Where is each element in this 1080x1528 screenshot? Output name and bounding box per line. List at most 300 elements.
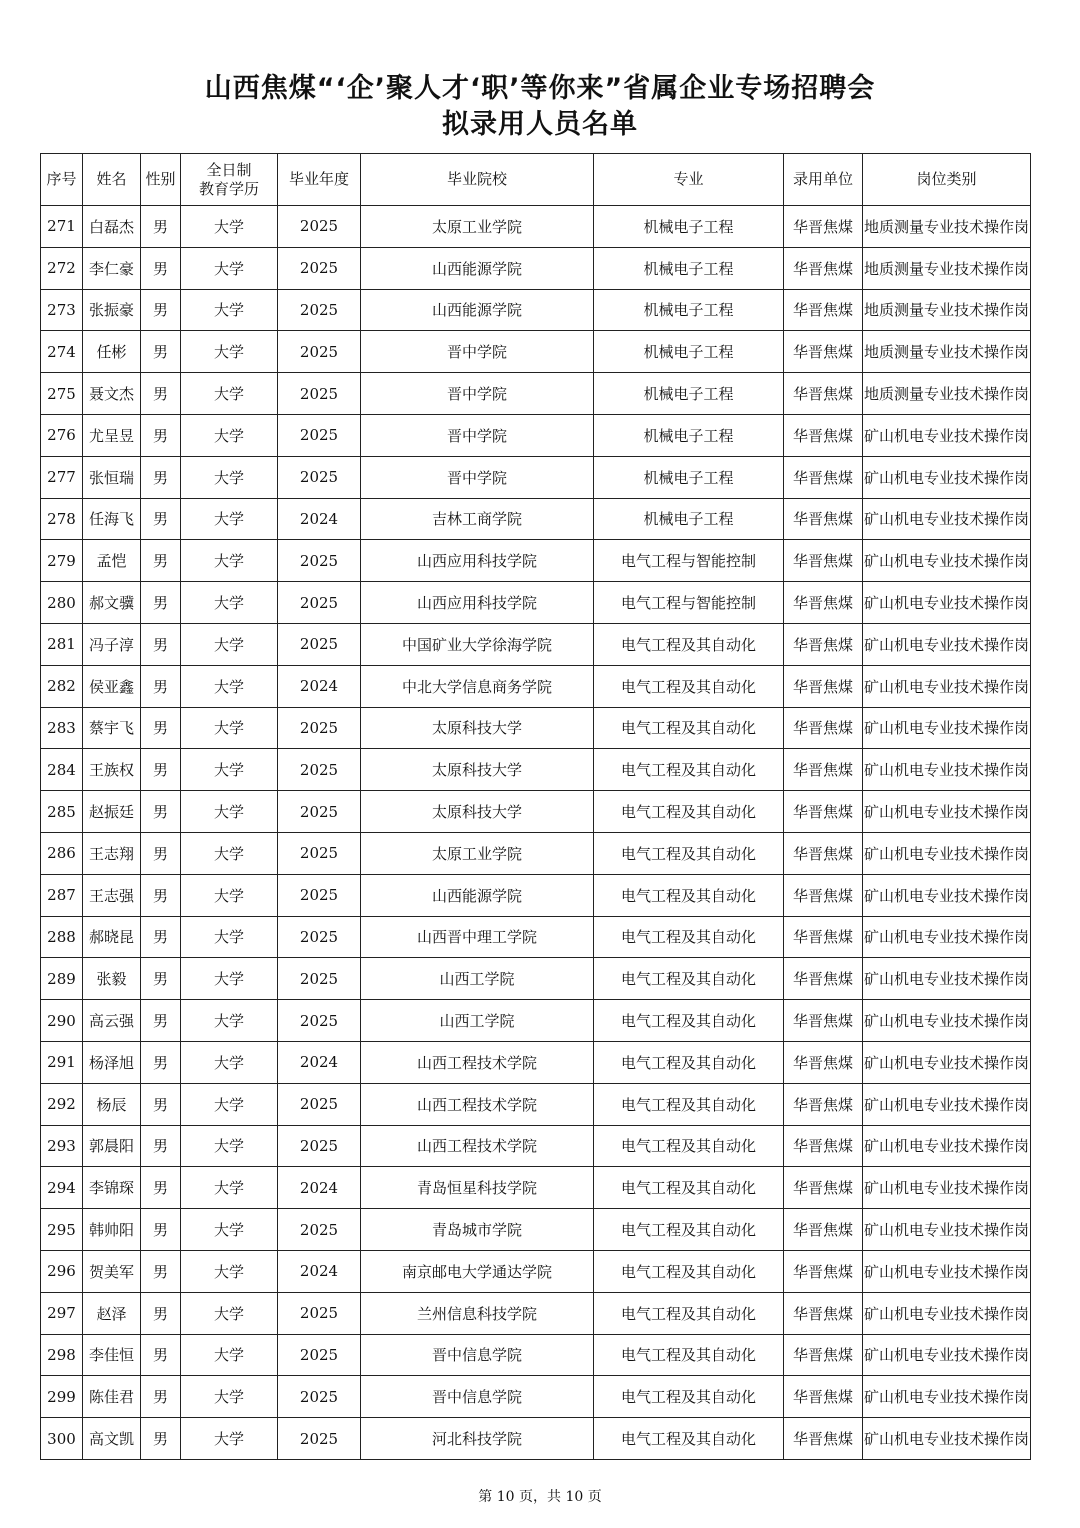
cell-graduation-year: 2025 [278, 1000, 361, 1042]
cell-gender: 男 [141, 289, 181, 331]
cell-school: 山西能源学院 [361, 874, 594, 916]
cell-hiring-unit: 华晋焦煤 [784, 1083, 863, 1125]
cell-name: 李锦琛 [83, 1167, 141, 1209]
cell-name: 杨泽旭 [83, 1041, 141, 1083]
cell-hiring-unit: 华晋焦煤 [784, 623, 863, 665]
cell-school: 山西应用科技学院 [361, 582, 594, 624]
cell-graduation-year: 2025 [278, 247, 361, 289]
cell-hiring-unit: 华晋焦煤 [784, 1376, 863, 1418]
cell-hiring-unit: 华晋焦煤 [784, 874, 863, 916]
cell-major: 电气工程及其自动化 [594, 623, 784, 665]
cell-major: 电气工程及其自动化 [594, 791, 784, 833]
cell-education: 大学 [181, 289, 278, 331]
cell-post-category: 矿山机电专业技术操作岗 [863, 749, 1031, 791]
document-subtitle: 拟录用人员名单 [442, 109, 638, 140]
cell-no: 272 [41, 247, 83, 289]
cell-name: 蔡宇飞 [83, 707, 141, 749]
table-row [41, 1209, 1031, 1251]
cell-education: 大学 [181, 1250, 278, 1292]
cell-education: 大学 [181, 665, 278, 707]
cell-major: 电气工程及其自动化 [594, 1376, 784, 1418]
cell-name: 杨辰 [83, 1083, 141, 1125]
cell-education: 大学 [181, 1292, 278, 1334]
cell-school: 南京邮电大学通达学院 [361, 1250, 594, 1292]
cell-education: 大学 [181, 247, 278, 289]
cell-no: 288 [41, 916, 83, 958]
cell-gender: 男 [141, 247, 181, 289]
cell-education: 大学 [181, 916, 278, 958]
cell-name: 高云强 [83, 1000, 141, 1042]
table-row [41, 456, 1031, 498]
header-hiring-unit: 录用单位 [784, 154, 863, 206]
cell-graduation-year: 2025 [278, 456, 361, 498]
cell-name: 韩帅阳 [83, 1209, 141, 1251]
page-footer: 第 10 页，共 10 页 [478, 1489, 602, 1505]
cell-education: 大学 [181, 1041, 278, 1083]
cell-post-category: 矿山机电专业技术操作岗 [863, 456, 1031, 498]
table-row [41, 791, 1031, 833]
cell-post-category: 矿山机电专业技术操作岗 [863, 874, 1031, 916]
table-row [41, 1083, 1031, 1125]
cell-no: 276 [41, 414, 83, 456]
cell-no: 296 [41, 1250, 83, 1292]
cell-no: 278 [41, 498, 83, 540]
cell-major: 电气工程及其自动化 [594, 1334, 784, 1376]
cell-no: 298 [41, 1334, 83, 1376]
cell-hiring-unit: 华晋焦煤 [784, 1125, 863, 1167]
cell-hiring-unit: 华晋焦煤 [784, 665, 863, 707]
cell-school: 晋中学院 [361, 456, 594, 498]
cell-post-category: 矿山机电专业技术操作岗 [863, 832, 1031, 874]
cell-school: 青岛城市学院 [361, 1209, 594, 1251]
table-header-row [41, 154, 1031, 206]
cell-post-category: 地质测量专业技术操作岗 [863, 206, 1031, 248]
cell-name: 贺美军 [83, 1250, 141, 1292]
cell-education: 大学 [181, 1376, 278, 1418]
cell-major: 机械电子工程 [594, 331, 784, 373]
table-row [41, 1167, 1031, 1209]
cell-hiring-unit: 华晋焦煤 [784, 1000, 863, 1042]
cell-major: 机械电子工程 [594, 498, 784, 540]
cell-graduation-year: 2025 [278, 414, 361, 456]
cell-hiring-unit: 华晋焦煤 [784, 331, 863, 373]
cell-hiring-unit: 华晋焦煤 [784, 749, 863, 791]
cell-hiring-unit: 华晋焦煤 [784, 582, 863, 624]
cell-hiring-unit: 华晋焦煤 [784, 498, 863, 540]
cell-education: 大学 [181, 331, 278, 373]
cell-education: 大学 [181, 707, 278, 749]
cell-education: 大学 [181, 1000, 278, 1042]
cell-post-category: 矿山机电专业技术操作岗 [863, 958, 1031, 1000]
cell-gender: 男 [141, 1041, 181, 1083]
cell-name: 李佳恒 [83, 1334, 141, 1376]
cell-gender: 男 [141, 916, 181, 958]
cell-no: 286 [41, 832, 83, 874]
table-row [41, 1334, 1031, 1376]
cell-school: 山西工程技术学院 [361, 1041, 594, 1083]
header-no: 序号 [41, 154, 83, 206]
cell-graduation-year: 2025 [278, 1125, 361, 1167]
cell-graduation-year: 2024 [278, 665, 361, 707]
cell-no: 300 [41, 1418, 83, 1460]
document-title: 山西焦煤“‘企’聚人才‘职’等你来”省属企业专场招聘会 [204, 73, 876, 104]
cell-graduation-year: 2025 [278, 623, 361, 665]
cell-major: 电气工程及其自动化 [594, 1292, 784, 1334]
cell-hiring-unit: 华晋焦煤 [784, 791, 863, 833]
cell-school: 山西能源学院 [361, 247, 594, 289]
cell-no: 275 [41, 373, 83, 415]
cell-no: 287 [41, 874, 83, 916]
cell-name: 陈佳君 [83, 1376, 141, 1418]
cell-name: 郭晨阳 [83, 1125, 141, 1167]
cell-school: 中北大学信息商务学院 [361, 665, 594, 707]
header-graduation-year: 毕业年度 [278, 154, 361, 206]
table-row [41, 1418, 1031, 1460]
cell-hiring-unit: 华晋焦煤 [784, 1041, 863, 1083]
cell-school: 山西工程技术学院 [361, 1125, 594, 1167]
table-row [41, 958, 1031, 1000]
cell-name: 郝晓昆 [83, 916, 141, 958]
cell-name: 李仁豪 [83, 247, 141, 289]
cell-post-category: 矿山机电专业技术操作岗 [863, 1167, 1031, 1209]
table-row [41, 331, 1031, 373]
cell-graduation-year: 2025 [278, 1376, 361, 1418]
cell-major: 机械电子工程 [594, 414, 784, 456]
cell-post-category: 矿山机电专业技术操作岗 [863, 498, 1031, 540]
cell-major: 机械电子工程 [594, 247, 784, 289]
cell-post-category: 矿山机电专业技术操作岗 [863, 707, 1031, 749]
cell-gender: 男 [141, 958, 181, 1000]
table-row [41, 289, 1031, 331]
cell-education: 大学 [181, 1209, 278, 1251]
cell-graduation-year: 2025 [278, 1083, 361, 1125]
candidate-table [40, 153, 1031, 1460]
table-row [41, 916, 1031, 958]
cell-education: 大学 [181, 791, 278, 833]
cell-gender: 男 [141, 874, 181, 916]
header-name: 姓名 [83, 154, 141, 206]
cell-hiring-unit: 华晋焦煤 [784, 247, 863, 289]
cell-major: 电气工程及其自动化 [594, 749, 784, 791]
cell-name: 赵泽 [83, 1292, 141, 1334]
table-row [41, 1250, 1031, 1292]
header-gender: 性别 [141, 154, 181, 206]
cell-hiring-unit: 华晋焦煤 [784, 1334, 863, 1376]
cell-post-category: 矿山机电专业技术操作岗 [863, 791, 1031, 833]
cell-school: 太原工业学院 [361, 832, 594, 874]
cell-education: 大学 [181, 749, 278, 791]
cell-graduation-year: 2024 [278, 498, 361, 540]
table-row [41, 373, 1031, 415]
cell-post-category: 矿山机电专业技术操作岗 [863, 414, 1031, 456]
cell-gender: 男 [141, 540, 181, 582]
cell-education: 大学 [181, 540, 278, 582]
cell-school: 太原科技大学 [361, 749, 594, 791]
cell-gender: 男 [141, 707, 181, 749]
cell-school: 晋中学院 [361, 373, 594, 415]
cell-education: 大学 [181, 373, 278, 415]
cell-education: 大学 [181, 498, 278, 540]
cell-hiring-unit: 华晋焦煤 [784, 1418, 863, 1460]
cell-gender: 男 [141, 206, 181, 248]
cell-hiring-unit: 华晋焦煤 [784, 916, 863, 958]
cell-graduation-year: 2025 [278, 1209, 361, 1251]
cell-graduation-year: 2025 [278, 206, 361, 248]
cell-name: 孟恺 [83, 540, 141, 582]
cell-graduation-year: 2025 [278, 373, 361, 415]
cell-name: 王志强 [83, 874, 141, 916]
cell-school: 晋中学院 [361, 331, 594, 373]
cell-education: 大学 [181, 1125, 278, 1167]
cell-post-category: 矿山机电专业技术操作岗 [863, 665, 1031, 707]
cell-gender: 男 [141, 791, 181, 833]
cell-education: 大学 [181, 1167, 278, 1209]
cell-no: 289 [41, 958, 83, 1000]
cell-post-category: 矿山机电专业技术操作岗 [863, 1000, 1031, 1042]
cell-post-category: 矿山机电专业技术操作岗 [863, 1418, 1031, 1460]
cell-gender: 男 [141, 623, 181, 665]
cell-post-category: 地质测量专业技术操作岗 [863, 373, 1031, 415]
cell-graduation-year: 2025 [278, 707, 361, 749]
cell-hiring-unit: 华晋焦煤 [784, 958, 863, 1000]
cell-major: 电气工程与智能控制 [594, 540, 784, 582]
header-post-category: 岗位类别 [863, 154, 1031, 206]
cell-hiring-unit: 华晋焦煤 [784, 832, 863, 874]
cell-no: 271 [41, 206, 83, 248]
cell-post-category: 矿山机电专业技术操作岗 [863, 582, 1031, 624]
table-row [41, 540, 1031, 582]
cell-no: 299 [41, 1376, 83, 1418]
cell-no: 279 [41, 540, 83, 582]
cell-major: 电气工程及其自动化 [594, 1209, 784, 1251]
cell-graduation-year: 2025 [278, 791, 361, 833]
cell-no: 274 [41, 331, 83, 373]
cell-gender: 男 [141, 1209, 181, 1251]
cell-major: 电气工程及其自动化 [594, 1418, 784, 1460]
cell-no: 295 [41, 1209, 83, 1251]
cell-school: 晋中学院 [361, 414, 594, 456]
cell-name: 王志翔 [83, 832, 141, 874]
table-row [41, 498, 1031, 540]
cell-post-category: 矿山机电专业技术操作岗 [863, 1041, 1031, 1083]
cell-gender: 男 [141, 1083, 181, 1125]
cell-major: 电气工程及其自动化 [594, 1083, 784, 1125]
cell-major: 电气工程及其自动化 [594, 1000, 784, 1042]
cell-gender: 男 [141, 1334, 181, 1376]
cell-hiring-unit: 华晋焦煤 [784, 707, 863, 749]
table-row [41, 874, 1031, 916]
cell-post-category: 矿山机电专业技术操作岗 [863, 540, 1031, 582]
cell-education: 大学 [181, 456, 278, 498]
cell-education: 大学 [181, 623, 278, 665]
cell-post-category: 矿山机电专业技术操作岗 [863, 1125, 1031, 1167]
cell-gender: 男 [141, 1418, 181, 1460]
cell-name: 尤呈昱 [83, 414, 141, 456]
cell-no: 285 [41, 791, 83, 833]
table-row [41, 665, 1031, 707]
table-row [41, 247, 1031, 289]
cell-post-category: 矿山机电专业技术操作岗 [863, 1083, 1031, 1125]
cell-graduation-year: 2025 [278, 874, 361, 916]
table-row [41, 707, 1031, 749]
cell-graduation-year: 2025 [278, 916, 361, 958]
cell-school: 太原科技大学 [361, 791, 594, 833]
cell-education: 大学 [181, 582, 278, 624]
cell-major: 电气工程及其自动化 [594, 874, 784, 916]
cell-name: 张毅 [83, 958, 141, 1000]
header-major: 专业 [594, 154, 784, 206]
cell-no: 297 [41, 1292, 83, 1334]
header-education [181, 154, 278, 206]
header-education-line1: 全日制 [206, 160, 252, 179]
cell-school: 河北科技学院 [361, 1418, 594, 1460]
cell-graduation-year: 2025 [278, 540, 361, 582]
cell-post-category: 矿山机电专业技术操作岗 [863, 1376, 1031, 1418]
cell-name: 张振豪 [83, 289, 141, 331]
cell-graduation-year: 2025 [278, 958, 361, 1000]
cell-graduation-year: 2024 [278, 1041, 361, 1083]
cell-post-category: 矿山机电专业技术操作岗 [863, 623, 1031, 665]
table-row [41, 623, 1031, 665]
cell-gender: 男 [141, 456, 181, 498]
cell-no: 281 [41, 623, 83, 665]
cell-major: 电气工程及其自动化 [594, 916, 784, 958]
table-row [41, 206, 1031, 248]
cell-major: 电气工程及其自动化 [594, 665, 784, 707]
table-row [41, 414, 1031, 456]
cell-major: 电气工程及其自动化 [594, 1125, 784, 1167]
cell-school: 山西工学院 [361, 958, 594, 1000]
cell-graduation-year: 2025 [278, 331, 361, 373]
cell-hiring-unit: 华晋焦煤 [784, 1250, 863, 1292]
cell-post-category: 矿山机电专业技术操作岗 [863, 1250, 1031, 1292]
cell-gender: 男 [141, 1376, 181, 1418]
cell-education: 大学 [181, 206, 278, 248]
cell-name: 冯子淳 [83, 623, 141, 665]
table-row [41, 1041, 1031, 1083]
cell-name: 郝文骥 [83, 582, 141, 624]
cell-name: 赵振廷 [83, 791, 141, 833]
cell-no: 292 [41, 1083, 83, 1125]
cell-school: 晋中信息学院 [361, 1334, 594, 1376]
cell-gender: 男 [141, 1292, 181, 1334]
cell-school: 青岛恒星科技学院 [361, 1167, 594, 1209]
table-row [41, 749, 1031, 791]
cell-name: 高文凯 [83, 1418, 141, 1460]
cell-gender: 男 [141, 331, 181, 373]
cell-hiring-unit: 华晋焦煤 [784, 206, 863, 248]
cell-school: 太原工业学院 [361, 206, 594, 248]
cell-post-category: 矿山机电专业技术操作岗 [863, 1292, 1031, 1334]
table-row [41, 1125, 1031, 1167]
cell-name: 张恒瑞 [83, 456, 141, 498]
cell-gender: 男 [141, 1000, 181, 1042]
cell-school: 山西应用科技学院 [361, 540, 594, 582]
cell-name: 聂文杰 [83, 373, 141, 415]
cell-post-category: 地质测量专业技术操作岗 [863, 247, 1031, 289]
cell-post-category: 矿山机电专业技术操作岗 [863, 916, 1031, 958]
cell-hiring-unit: 华晋焦煤 [784, 1209, 863, 1251]
cell-major: 机械电子工程 [594, 289, 784, 331]
cell-no: 282 [41, 665, 83, 707]
cell-hiring-unit: 华晋焦煤 [784, 456, 863, 498]
cell-education: 大学 [181, 1418, 278, 1460]
cell-name: 任彬 [83, 331, 141, 373]
cell-post-category: 矿山机电专业技术操作岗 [863, 1209, 1031, 1251]
cell-hiring-unit: 华晋焦煤 [784, 289, 863, 331]
table-row [41, 582, 1031, 624]
cell-no: 290 [41, 1000, 83, 1042]
cell-graduation-year: 2025 [278, 832, 361, 874]
cell-gender: 男 [141, 498, 181, 540]
cell-no: 280 [41, 582, 83, 624]
cell-gender: 男 [141, 414, 181, 456]
cell-graduation-year: 2025 [278, 289, 361, 331]
cell-no: 277 [41, 456, 83, 498]
cell-education: 大学 [181, 832, 278, 874]
cell-graduation-year: 2025 [278, 1418, 361, 1460]
cell-no: 273 [41, 289, 83, 331]
cell-school: 山西晋中理工学院 [361, 916, 594, 958]
cell-school: 山西工程技术学院 [361, 1083, 594, 1125]
table-row [41, 1292, 1031, 1334]
cell-gender: 男 [141, 832, 181, 874]
cell-education: 大学 [181, 1083, 278, 1125]
header-school: 毕业院校 [361, 154, 594, 206]
cell-major: 电气工程及其自动化 [594, 1041, 784, 1083]
cell-major: 电气工程及其自动化 [594, 958, 784, 1000]
cell-major: 机械电子工程 [594, 373, 784, 415]
cell-no: 283 [41, 707, 83, 749]
cell-major: 电气工程及其自动化 [594, 1167, 784, 1209]
cell-no: 291 [41, 1041, 83, 1083]
cell-major: 电气工程及其自动化 [594, 707, 784, 749]
cell-major: 电气工程及其自动化 [594, 1250, 784, 1292]
cell-gender: 男 [141, 1125, 181, 1167]
cell-post-category: 地质测量专业技术操作岗 [863, 289, 1031, 331]
cell-post-category: 地质测量专业技术操作岗 [863, 331, 1031, 373]
cell-education: 大学 [181, 874, 278, 916]
cell-graduation-year: 2025 [278, 1334, 361, 1376]
table-row [41, 832, 1031, 874]
cell-education: 大学 [181, 1334, 278, 1376]
cell-graduation-year: 2025 [278, 749, 361, 791]
table-row [41, 1376, 1031, 1418]
cell-school: 太原科技大学 [361, 707, 594, 749]
cell-education: 大学 [181, 958, 278, 1000]
cell-no: 294 [41, 1167, 83, 1209]
cell-name: 王族权 [83, 749, 141, 791]
cell-hiring-unit: 华晋焦煤 [784, 373, 863, 415]
cell-gender: 男 [141, 1167, 181, 1209]
cell-gender: 男 [141, 582, 181, 624]
header-education-line2: 教育学历 [198, 179, 259, 198]
cell-hiring-unit: 华晋焦煤 [784, 414, 863, 456]
cell-gender: 男 [141, 373, 181, 415]
cell-school: 山西工学院 [361, 1000, 594, 1042]
cell-school: 兰州信息科技学院 [361, 1292, 594, 1334]
cell-hiring-unit: 华晋焦煤 [784, 1292, 863, 1334]
cell-name: 任海飞 [83, 498, 141, 540]
cell-education: 大学 [181, 414, 278, 456]
cell-school: 山西能源学院 [361, 289, 594, 331]
cell-name: 白磊杰 [83, 206, 141, 248]
cell-school: 晋中信息学院 [361, 1376, 594, 1418]
cell-major: 机械电子工程 [594, 456, 784, 498]
cell-name: 侯亚鑫 [83, 665, 141, 707]
cell-hiring-unit: 华晋焦煤 [784, 1167, 863, 1209]
cell-school: 吉林工商学院 [361, 498, 594, 540]
